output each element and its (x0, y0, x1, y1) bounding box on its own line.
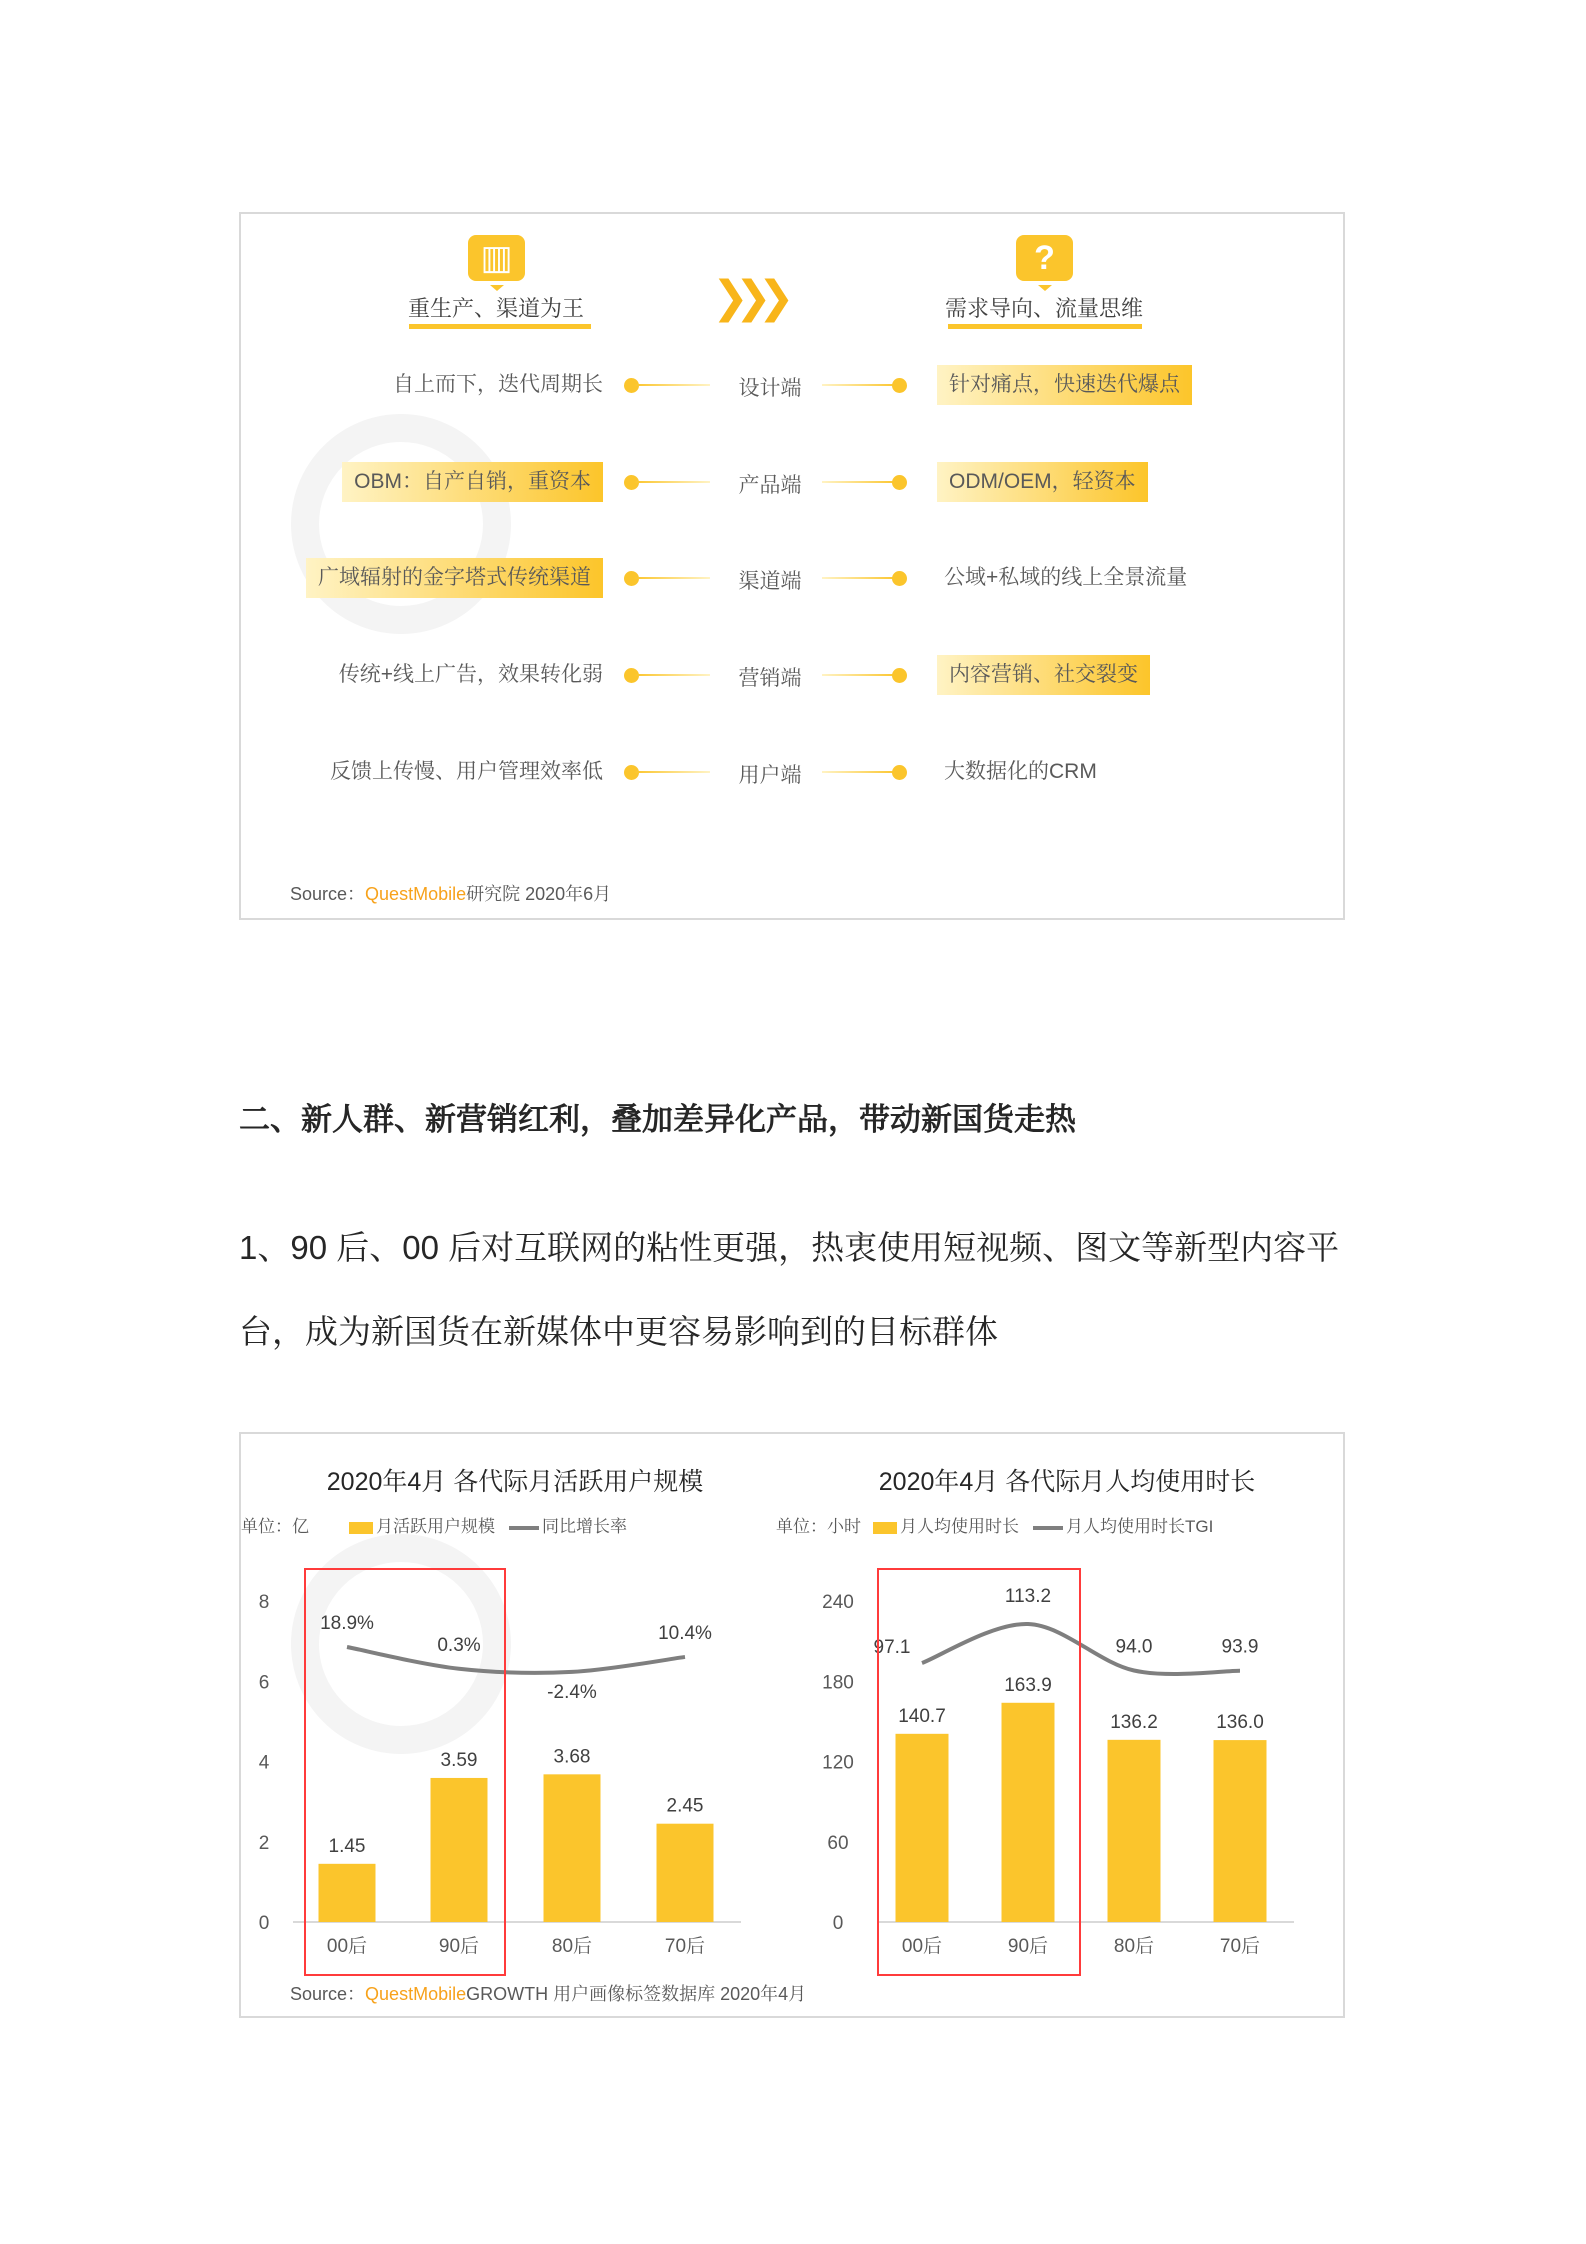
bar (544, 1774, 601, 1922)
row-left-text: 反馈上传慢、用户管理效率低 (330, 760, 603, 783)
paragraph-line-1: 1、90 后、00 后对互联网的粘性更强，热衷使用短视频、图文等新型内容平 (239, 1229, 1340, 1266)
y-tick-label: 240 (822, 1592, 854, 1613)
y-tick-label: 6 (258, 1672, 270, 1694)
row-left-text: OBM：自产自销，重资本 (342, 462, 603, 502)
chart1-title: 2020年4月 各代际月活跃用户规模 (326, 1468, 704, 1496)
x-tick-label: 70后 (664, 1936, 706, 1957)
x-tick-label: 70后 (1219, 1936, 1261, 1957)
y-tick-label: 8 (258, 1592, 270, 1613)
bar (896, 1734, 949, 1922)
row-left-text: 广域辐射的金字塔式传统渠道 (306, 558, 603, 598)
bar (1108, 1740, 1161, 1922)
section-heading: 二、新人群、新营销红利，叠加差异化产品，带动新国货走热 (239, 1102, 1076, 1137)
right-title: 需求导向、流量思维 (944, 296, 1143, 321)
bar-value-label: 163.9 (1004, 1674, 1052, 1696)
source-label: Source： (290, 884, 366, 904)
chevron-arrow-icon: ❯❯❯ (712, 273, 781, 322)
line-value-label: 10.4% (658, 1622, 712, 1644)
chart2-unit: 单位：小时 (776, 1517, 861, 1536)
row-left-text: 传统+线上广告，效果转化弱 (338, 663, 603, 686)
source-text: GROWTH 用户画像标签数据库 2020年4月 (466, 1984, 807, 2004)
bar (657, 1824, 714, 1922)
y-tick-label: 120 (822, 1752, 854, 1774)
y-tick-label: 180 (822, 1672, 854, 1694)
line-value-label: 0.3% (437, 1634, 481, 1656)
bar-value-label: 3.59 (440, 1749, 478, 1771)
row-mid-label: 用户端 (738, 764, 802, 787)
source-text: 研究院 2020年6月 (466, 884, 612, 904)
left-title: 重生产、渠道为王 (407, 296, 584, 321)
line-value-label: 93.9 (1221, 1636, 1259, 1658)
row-mid-label: 营销端 (738, 667, 802, 690)
y-tick-label: 0 (832, 1913, 844, 1934)
bar-value-label: 136.0 (1216, 1712, 1264, 1734)
x-tick-label: 00后 (326, 1936, 368, 1957)
legend-bar-label: 月人均使用时长 (900, 1517, 1019, 1536)
row-left-text: 自上而下，迭代周期长 (393, 373, 603, 396)
bar (431, 1778, 488, 1922)
row-right-text: ODM/OEM，轻资本 (937, 462, 1148, 502)
row-right-text: 公域+私域的线上全景流量 (944, 566, 1188, 589)
line-value-label: 18.9% (320, 1613, 374, 1634)
x-tick-label: 80后 (1113, 1936, 1155, 1957)
row-right-text: 针对痛点，快速迭代爆点 (937, 365, 1192, 405)
y-tick-label: 0 (258, 1913, 270, 1934)
line-value-label: -2.4% (547, 1681, 597, 1703)
y-tick-label: 60 (827, 1832, 849, 1854)
question-icon: ? (1016, 235, 1073, 281)
bar (319, 1864, 376, 1922)
bar-value-label: 136.2 (1110, 1711, 1158, 1733)
bar-value-label: 3.68 (553, 1746, 591, 1768)
row-mid-label: 产品端 (738, 474, 802, 497)
line-series (347, 1647, 685, 1673)
chart1-unit: 单位：亿 (241, 1517, 309, 1536)
bar-value-label: 1.45 (328, 1835, 366, 1857)
chart2-title: 2020年4月 各代际月人均使用时长 (878, 1468, 1256, 1496)
x-tick-label: 00后 (901, 1936, 943, 1957)
x-tick-label: 90后 (1007, 1936, 1049, 1957)
bar-value-label: 2.45 (666, 1795, 704, 1817)
legend-line-label: 同比增长率 (542, 1517, 627, 1536)
line-value-label: 94.0 (1115, 1636, 1153, 1658)
legend-bar-label: 月活跃用户规模 (376, 1517, 495, 1536)
legend-line-label: 月人均使用时长TGI (1066, 1517, 1214, 1536)
bar (1002, 1703, 1055, 1922)
source-brand: QuestMobile (365, 1984, 467, 2004)
figure2-source (290, 1980, 806, 2006)
paragraph-line-2: 台，成为新国货在新媒体中更容易影响到的目标群体 (239, 1313, 998, 1350)
row-right-text: 内容营销、社交裂变 (937, 655, 1150, 695)
source-label: Source： (290, 1984, 366, 2004)
row-right-text: 大数据化的CRM (944, 760, 1097, 783)
bar (1214, 1740, 1267, 1922)
bar-value-label: 140.7 (898, 1705, 946, 1727)
y-tick-label: 2 (258, 1832, 270, 1854)
row-mid-label: 渠道端 (738, 570, 802, 593)
x-tick-label: 80后 (551, 1936, 593, 1957)
line-value-label: 113.2 (1004, 1586, 1052, 1608)
row-mid-label: 设计端 (738, 377, 802, 400)
building-icon: ▥ (468, 235, 525, 281)
y-tick-label: 4 (258, 1752, 270, 1774)
x-tick-label: 90后 (438, 1936, 480, 1957)
line-value-label: 97.1 (873, 1637, 911, 1658)
source-brand: QuestMobile (365, 884, 467, 904)
